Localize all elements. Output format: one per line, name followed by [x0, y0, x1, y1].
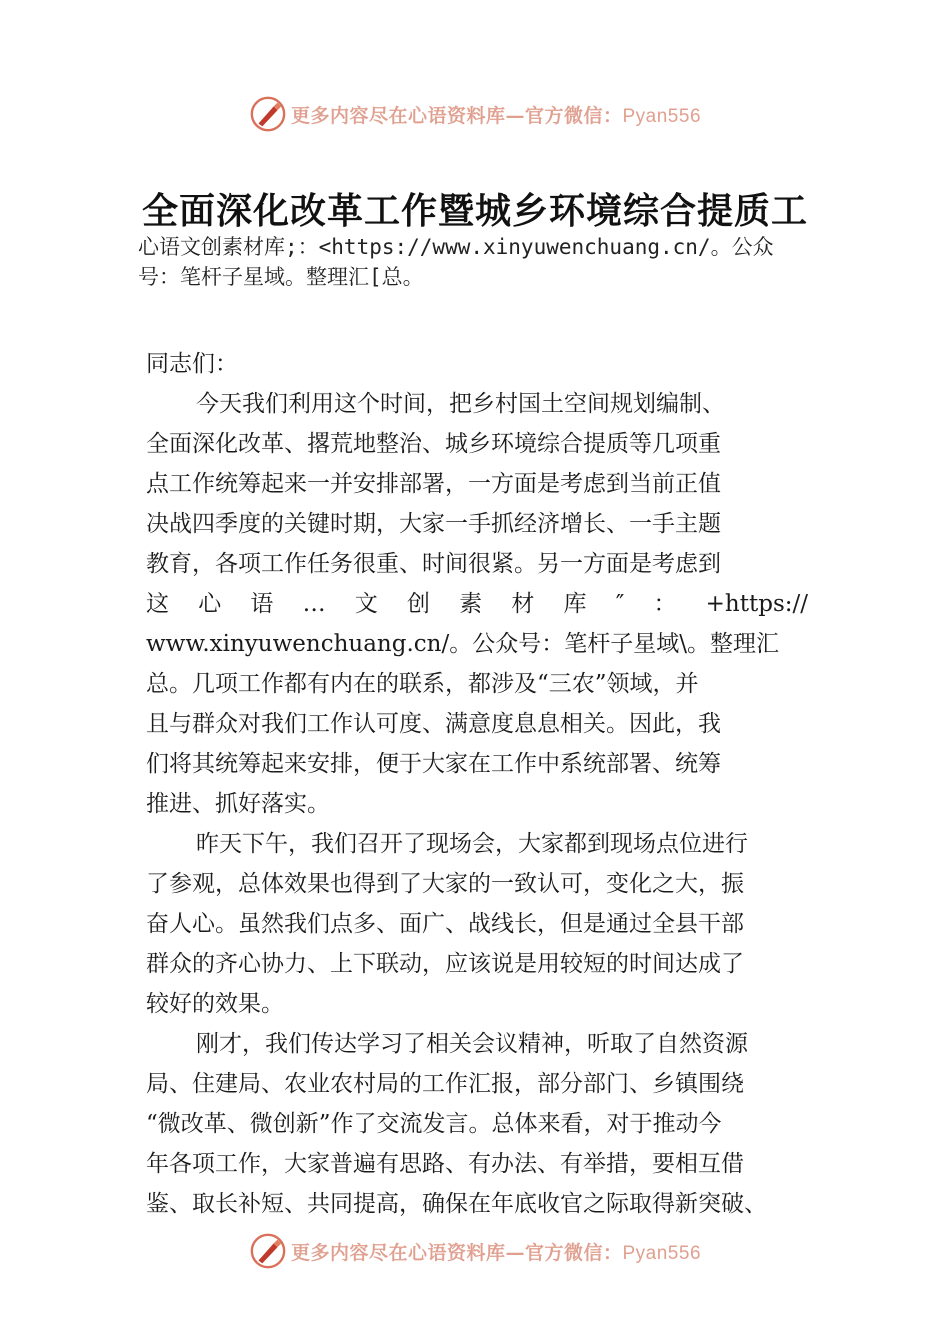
char: 素 [459, 591, 483, 617]
source-line-2: 号：笔杆子星域。整理汇[总。 [138, 265, 424, 289]
paragraph-line: 教育，各项工作任务很重、时间很紧。另一方面是考虑到 [146, 551, 721, 577]
paragraph-line: 刚才，我们传达学习了相关会议精神，听取了自然资源 [196, 1031, 748, 1057]
paragraph-line: 年各项工作，大家普遍有思路、有办法、有举措，要相互借 [146, 1151, 744, 1177]
paragraph-line: 较好的效果。 [146, 991, 284, 1017]
banner-text [291, 101, 701, 128]
paragraph-line: www.xinyuwenchuang.cn/。公众号：笔杆子星域\。整理汇 [146, 631, 779, 657]
paragraph-line: 群众的齐心协力、上下联动，应该说是用较短的时间达成了 [146, 951, 744, 977]
char: 这 [146, 591, 169, 617]
paragraph-line: 奋人心。虽然我们点多、面广、战线长，但是通过全县干部 [146, 911, 744, 937]
char: … [302, 591, 326, 617]
paragraph-line-justified [146, 584, 808, 624]
header-banner [0, 92, 950, 136]
char: 库 [563, 591, 587, 617]
paragraph-line: 总。几项工作都有内在的联系，都涉及“三农”领域，并 [146, 671, 699, 697]
banner-text [291, 1238, 701, 1265]
paragraph-line: 且与群众对我们工作认可度、满意度息息相关。因此，我 [146, 711, 721, 737]
paragraph-line: 推进、抓好落实。 [146, 791, 330, 817]
paragraph-line: 今天我们利用这个时间，把乡村国土空间规划编制、 [196, 391, 725, 417]
char: 文 [354, 591, 378, 617]
pen-logo-icon [249, 95, 287, 133]
char: ″ [615, 591, 625, 617]
banner-label: 更多内容尽在心语资料库—官方微信： [290, 1241, 623, 1264]
banner-wechat-id: Pyan556 [622, 105, 702, 127]
char: 语 [250, 591, 274, 617]
char: ： [653, 591, 677, 617]
paragraph-line: 全面深化改革、撂荒地整治、城乡环境综合提质等几项重 [146, 431, 721, 457]
document-title: 全面深化改革工作暨城乡环境综合提质工 [141, 190, 808, 232]
pen-logo-icon [249, 1232, 287, 1270]
salutation: 同志们： [146, 351, 238, 377]
char: 心 [198, 591, 222, 617]
banner-wechat-id: Pyan556 [622, 1242, 702, 1264]
footer-banner [0, 1229, 950, 1273]
paragraph-line: 们将其统筹起来安排，便于大家在工作中系统部署、统筹 [146, 751, 721, 777]
paragraph-line: 决战四季度的关键时期，大家一手抓经济增长、一手主题 [146, 511, 721, 537]
paragraph-line: 局、住建局、农业农村局的工作汇报，部分部门、乡镇围绕 [146, 1071, 744, 1097]
paragraph-line: 了参观，总体效果也得到了大家的一致认可，变化之大，振 [146, 871, 744, 897]
banner-label: 更多内容尽在心语资料库—官方微信： [290, 104, 623, 127]
paragraph-line: 点工作统筹起来一并安排部署，一方面是考虑到当前正值 [146, 471, 721, 497]
paragraph-line: 鉴、取长补短、共同提高，确保在年底收官之际取得新突破、 [146, 1191, 767, 1217]
char: 材 [511, 591, 535, 617]
char: +https:// [705, 591, 808, 617]
document-body [146, 344, 808, 1224]
source-note [138, 232, 830, 292]
paragraph-line: “微改革、微创新”作了交流发言。总体来看，对于推动今 [146, 1111, 722, 1137]
char: 创 [406, 591, 430, 617]
paragraph-line: 昨天下午，我们召开了现场会，大家都到现场点位进行 [196, 831, 748, 857]
source-line-1: 心语文创素材库;：<https://www.xinyuwenchuang.cn/。公众 [138, 235, 774, 259]
